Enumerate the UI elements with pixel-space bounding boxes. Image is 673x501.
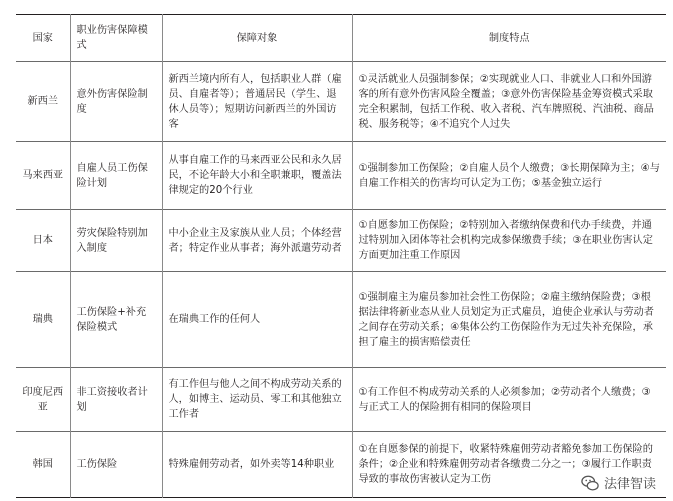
watermark [578,472,659,493]
table-row [16,368,666,432]
cell-mode: 工伤保险+补充保险模式 [70,272,162,368]
cell-features: ①有工作但不构成劳动关系的人必须参加；②劳动者个人缴费；③与正式工人的保险拥有相同的保险项目 [352,368,666,432]
cell-country: 新西兰 [27,96,59,107]
cell-country: 印度尼西亚 [22,386,64,413]
cell-country: 日本 [32,235,53,246]
table-header-row [16,15,666,62]
watermark-text: 法律智读 [603,477,656,492]
cell-features: ①灵活就业人员强制参保；②实现就业人口、非就业人口和外国游客的所有意外伤害风险全覆盖；③意外伤害保险基金筹资模式采取完全积累制，包括工作税、收入者税、汽车牌照税、汽油税、商品税、服务税等；④不追究个人过失 [352,62,666,142]
cell-features: ①自愿参加工伤保险；②特别加入者缴纳保费和代办手续费，并通过特别加入团体等社会机构完成参保缴费手续；③在职业伤害认定方面更加注重工作原因 [352,210,666,272]
cell-coverage: 中小企业主及家族从业人员；个体经营者；特定作业从事者；海外派遣劳动者 [162,210,352,272]
header-coverage: 保障对象 [162,15,352,62]
cell-mode: 意外伤害保险制度 [70,62,162,142]
cell-features: ①强制参加工伤保险；②自雇人员个人缴费；③长期保障为主；④与自雇工作相关的伤害均可认定为工伤；⑤基金独立运行 [352,142,666,210]
wechat-icon [581,474,599,492]
cell-coverage: 特殊雇佣劳动者，如外卖等14种职业 [162,432,352,498]
table-row [16,210,666,272]
cell-coverage: 在瑞典工作的任何人 [162,272,352,368]
cell-mode: 非工资接收者计划 [70,368,162,432]
cell-coverage: 新西兰境内所有人，包括职业人群（雇员、自雇者等）；普通居民（学生、退休人员等）；短期访问新西兰的外国访客 [162,62,352,142]
cell-mode: 自雇人员工伤保险计划 [70,142,162,210]
table-row [16,272,666,368]
cell-coverage: 从事自雇工作的马来西亚公民和永久居民，不论年龄大小和全职兼职，覆盖法律规定的20个行业 [162,142,352,210]
cell-features: ①在自愿参保的前提下，收紧特殊雇佣劳动者豁免参加工伤保险的条件；②企业和特殊雇佣劳动者各缴费二分之一；③履行工作职责导致的事故伤害被认定为工伤 [352,432,666,498]
header-mode: 职业伤害保障模式 [70,15,162,62]
cell-features: ①强制雇主为雇员参加社会性工伤保险；②雇主缴纳保险费；③根据法律将新业态从业人员划定为正式雇员，迫使企业承认与劳动者之间存在劳动关系；④集体公约工伤保险作为无过失补充保险，承担了雇主的损害赔偿责任 [352,272,666,368]
header-features: 制度特点 [352,15,666,62]
cell-country: 韩国 [32,459,53,470]
cell-mode: 工伤保险 [70,432,162,498]
comparison-table [16,14,666,498]
cell-mode: 劳灾保险特别加入制度 [70,210,162,272]
table-row [16,142,666,210]
header-country: 国家 [32,32,53,44]
table-row [16,432,666,498]
cell-country: 马来西亚 [22,170,64,181]
cell-coverage: 有工作但与他人之间不构成劳动关系的人，如博主、运动员、零工和其他独立工作者 [162,368,352,432]
cell-country: 瑞典 [32,314,53,325]
table-row [16,62,666,142]
